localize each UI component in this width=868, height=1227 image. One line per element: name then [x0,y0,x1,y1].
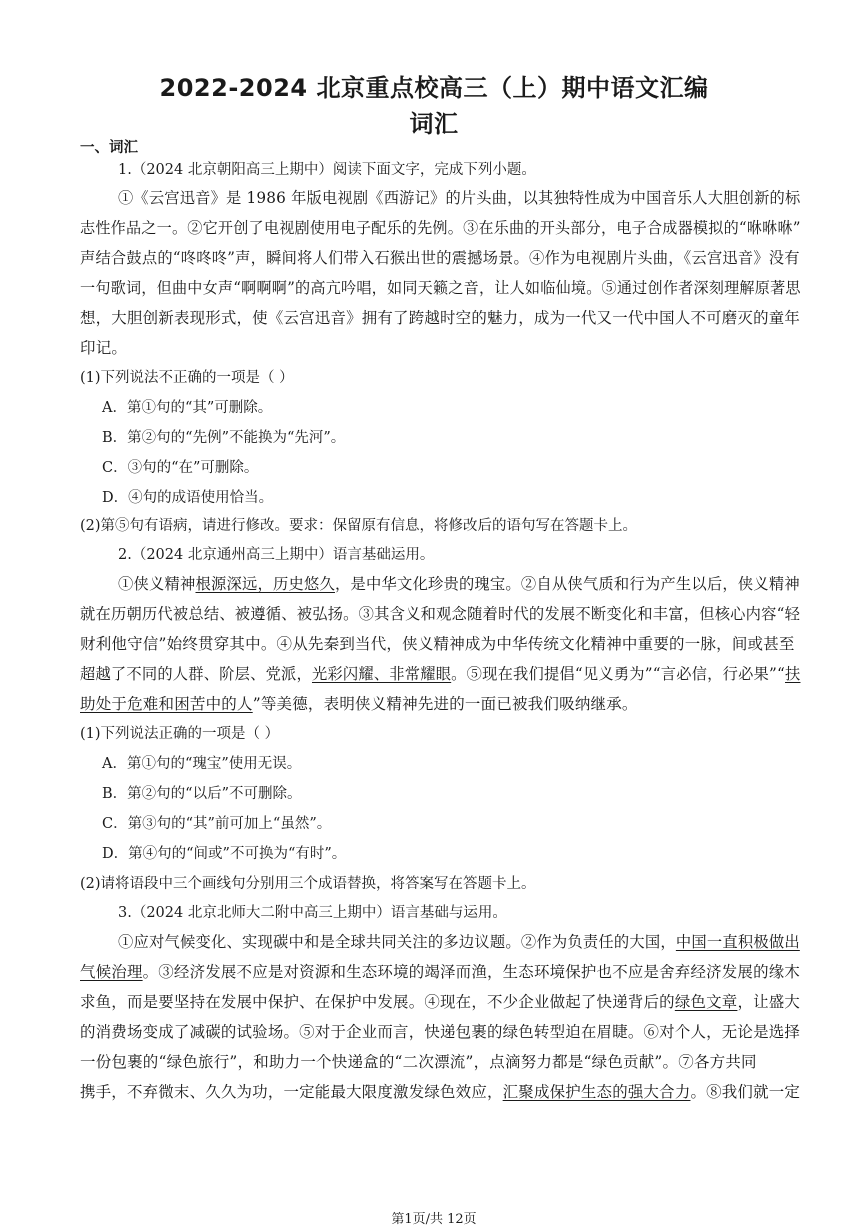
question-1-header: 1.（2024 北京朝阳高三上期中）阅读下面文字，完成下列小题。 [118,162,536,178]
q1-passage-line: 声结合鼓点的“咚咚咚”声，瞬间将人们带入石猴出世的震撼场景。④作为电视剧片头曲，《云宫迅音》没有 [80,249,800,267]
q3-passage-line [80,1080,800,1102]
q1-option-a: A．第①句的“其”可删除。 [102,400,273,416]
q1-passage-line: 想，大胆创新表现形式，使《云宫迅音》拥有了跨越时空的魅力，成为一代又一代中国人不可磨灭的童年 [80,309,801,327]
q3-text: ①应对气候变化、实现碳中和是全球共同关注的多边议题。②作为负责任的大国， [118,933,676,951]
q3-passage-line: 的消费场变成了减碳的试验场。⑤对于企业而言，快递包裹的绿色转型迫在眉睫。⑥对个人，无论是选择 [80,1023,801,1041]
document-subtitle: 词汇 [409,110,459,138]
q2-passage-line: 就在历朝历代被总结、被遵循、被弘扬。③其含义和观念随着时代的发展不断变化和丰富，但核心内容“轻 [80,605,801,623]
q3-text: 携手，不弃微末、久久为功，一定能最大限度激发绿色效应， [80,1083,503,1101]
q3-text: ，让盛大 [737,993,801,1011]
q1-option-d: D．④句的成语使用恰当。 [102,490,274,506]
q2-option-c: C．第③句的“其”前可加上“虽然”。 [102,816,332,832]
section-heading: 一、词汇 [80,140,138,156]
q1-passage-line: ①《云宫迅音》是 1986 年版电视剧《西游记》的片头曲，以其独特性成为中国音乐人大胆创新的标 [118,189,801,207]
q1-passage-line: 志性作品之一。②它开创了电视剧使用电子配乐的先例。③在乐曲的开头部分，电子合成器模拟的“咻咻咻” [80,219,801,237]
q2-text: ，是中华文化珍贵的瑰宝。②自从侠气质和行为产生以后，侠义精神 [334,575,800,593]
q2-passage-line: 财利他守信”始终贯穿其中。④从先秦到当代，侠义精神成为中华传统文化精神中重要的一脉，间或甚至 [80,635,795,653]
q2-subquestion-2: (2)请将语段中三个画线句分别用三个成语替换，将答案写在答题卡上。 [80,876,536,892]
q2-option-d: D．第④句的“间或”不可换为“有时”。 [102,846,347,862]
underlined-phrase-2: 绿色文章 [674,993,738,1011]
q2-text: ①侠义精神 [118,575,196,593]
underlined-phrase-3: 助处于危难和困苦中的人 [80,695,253,713]
q3-passage-line: 一份包裹的“绿色旅行”，和助力一个快递盒的“二次漂流”，点滴努力都是“绿色贡献”。⑦各方共同 [80,1053,757,1071]
underlined-phrase-3: 扶 [785,665,801,683]
q2-text: 。⑤现在我们提倡“见义勇为”“言必信，行必果”“ [451,665,786,683]
q2-text: ”等美德，表明侠义精神先进的一面已被我们吸纳继承。 [252,695,638,713]
underlined-phrase-1: 气候治理 [80,963,143,981]
q3-passage-line [80,960,800,982]
q2-passage-line [80,662,800,684]
underlined-phrase-3: 汇聚成保护生态的强大合力 [502,1083,691,1101]
q3-text: 。⑧我们就一定 [690,1083,801,1101]
underlined-phrase-1: 中国一直积极做出 [675,933,800,951]
question-2-header: 2.（2024 北京通州高三上期中）语言基础运用。 [118,547,435,563]
q1-option-c: C．③句的“在”可删除。 [102,460,259,476]
q1-passage-line: 印记。 [80,339,128,357]
q3-passage-line [80,990,800,1012]
question-3-header: 3.（2024 北京北师大二附中高三上期中）语言基础与运用。 [118,905,507,921]
underlined-phrase-1: 根源深远，历史悠久 [195,575,335,593]
q1-option-b: B．第②句的“先例”不能换为“先河”。 [102,430,346,446]
q1-subquestion-1: (1)下列说法不正确的一项是（ ） [80,370,294,386]
q2-passage-line [80,692,638,714]
q2-option-b: B．第②句的“以后”不可删除。 [102,786,302,802]
document-title: 2022-2024 北京重点校高三（上）期中语文汇编 [159,74,709,102]
underlined-phrase-2: 光彩闪耀、非常耀眼 [311,665,452,683]
q3-text: 求鱼，而是要坚持在发展中保护、在保护中发展。④现在，不少企业做起了快递背后的 [80,993,675,1011]
q2-passage-line [118,572,800,594]
q2-text: 超越了不同的人群、阶层、党派， [80,665,312,683]
q2-option-a: A．第①句的“瑰宝”使用无误。 [102,756,302,772]
q3-passage-line [118,930,800,952]
q1-subquestion-2: (2)第⑤句有语病，请进行修改。要求：保留原有信息，将修改后的语句写在答题卡上。 [80,518,638,534]
q3-text: 。③经济发展不应是对资源和生态环境的竭泽而渔，生态环境保护也不应是舍弃经济发展的缘木 [142,963,801,981]
page-number: 第1页/共 12页 [391,1212,477,1227]
q1-passage-line: 一句歌词，但曲中女声“啊啊啊”的高亢吟唱，如同天籁之音，让人如临仙境。⑤通过创作者深刻理解原著思 [80,279,801,297]
q2-subquestion-1: (1)下列说法正确的一项是（ ） [80,726,280,742]
